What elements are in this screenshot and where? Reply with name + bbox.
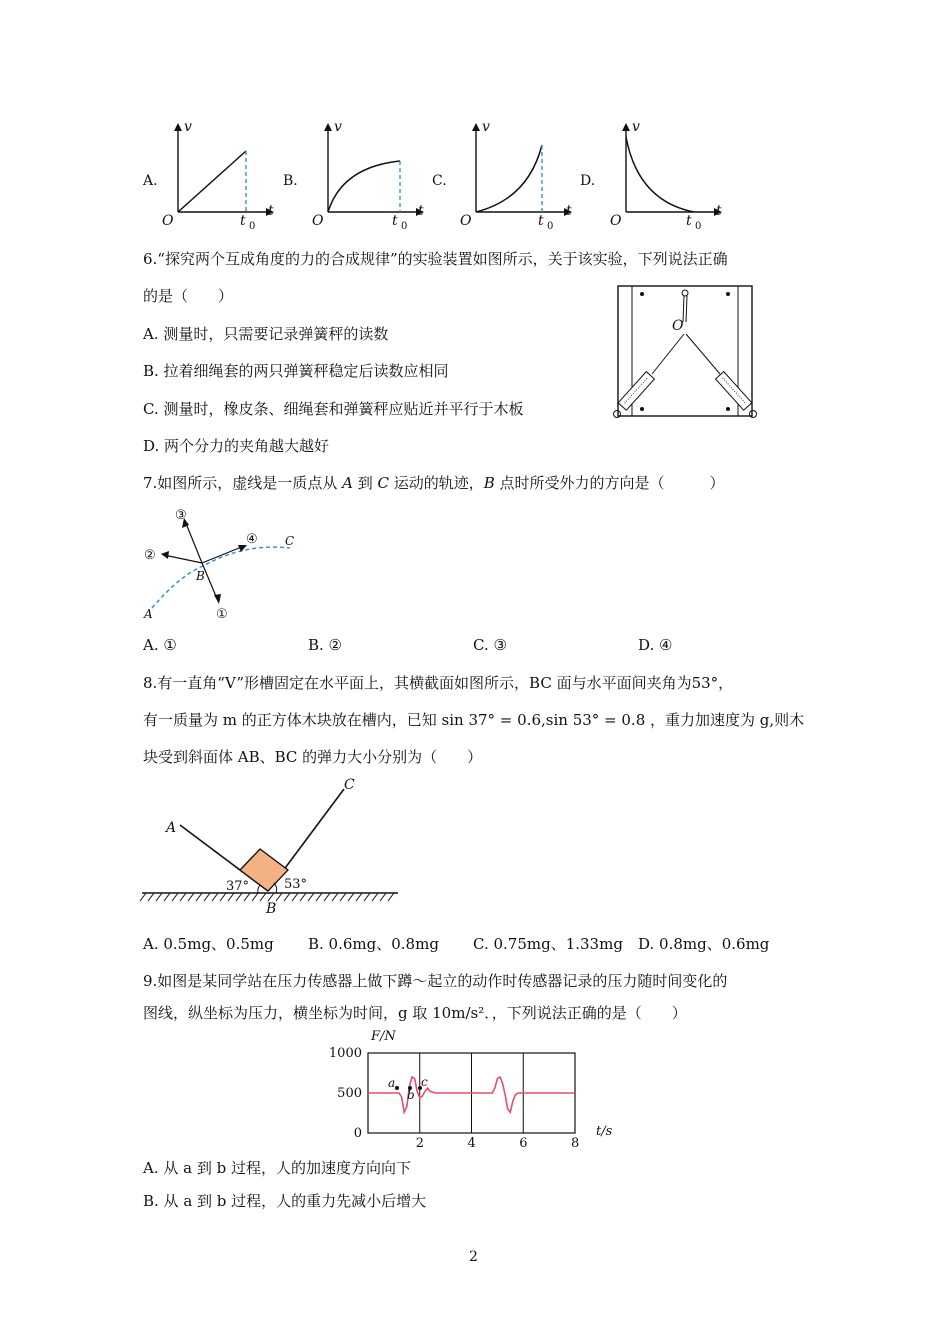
axis-t-label: t [566,203,572,219]
chart-y-tick-label: 0 [353,1126,362,1141]
q5-option-d-label: D. [580,173,596,189]
q7-option-d: D. ④ [638,636,673,654]
q7-point-a: A [342,474,353,492]
angle-37-label: 37° [226,879,250,894]
origin-label: O [162,213,174,229]
q9-option-a: A. 从 a 到 b 过程，人的加速度方向向下 [143,1159,411,1177]
page-number: 2 [469,1249,478,1265]
q6-option-c: C. 测量时，橡皮条、细绳套和弹簧秤应贴近并平行于木板 [143,400,524,418]
q7-point-b: B [483,474,495,492]
point-c-label: C [344,777,355,793]
chart-annotation-c: c [421,1075,428,1089]
q6-stem-line1: 6.“探究两个互成角度的力的合成规律”的实验装置如图所示，关于该实验，下列说法正确 [143,250,728,268]
chart-point-a [395,1086,399,1090]
point-a-label: A [144,607,153,621]
q8-option-a: A. 0.5mg、0.5mg [143,935,274,953]
axis-t-label: t [418,203,424,219]
q9-stem-line1: 9.如图是某同学站在压力传感器上做下蹲～起立的动作时传感器记录的压力随时间变化的 [143,972,728,990]
q6-option-a: A. 测量时，只需要记录弹簧秤的读数 [143,325,389,343]
q8-option-d: D. 0.8mg、0.6mg [638,935,770,953]
q5-option-b-label: B. [283,173,298,189]
q7-option-a: A. ① [143,636,177,654]
q6-option-b: B. 拉着细绳套的两只弹簧秤稳定后读数应相同 [143,362,449,380]
chart-x-tick-label: 4 [467,1136,476,1151]
chart-x-tick-label: 2 [415,1136,425,1151]
origin-label: O [460,213,472,229]
chart-x-tick-label: 8 [571,1136,580,1151]
angle-53-label: 53° [284,877,308,892]
chart-x-axis-label: t/s [596,1124,613,1139]
q7-option-b: B. ② [308,636,343,654]
chart-y-tick-label: 500 [337,1086,362,1101]
chart-y-axis-label: F/N [371,1029,396,1044]
chart-annotation-b: b [407,1088,415,1102]
q5-option-c-label: C. [432,173,447,189]
point-b-label: B [196,569,205,583]
q5-graph-c [458,115,578,235]
q8-option-b: B. 0.6mg、0.8mg [308,935,439,953]
axis-v-label: v [334,119,342,135]
axis-v-label: v [482,119,490,135]
q6-option-d: D. 两个分力的夹角越大越好 [143,437,330,455]
q9-force-time-chart [328,1025,630,1151]
q6-apparatus-figure [612,284,762,424]
q7-stem-d: 点时所受外力的方向是（ ） [494,474,725,492]
point-b-label: B [266,901,277,917]
axis-v-label: v [632,119,640,135]
q9-option-b: B. 从 a 到 b 过程，人的重力先减小后增大 [143,1192,427,1210]
q5-graph-b [310,115,430,235]
q7-stem-a: 7.如图所示，虚线是一质点从 [143,474,343,492]
t0-sub: 0 [547,221,554,232]
q7-stem-c: 运动的轨迹， [388,474,484,492]
t0-label: t [538,213,544,229]
t0-label: t [240,213,246,229]
point-o-label: O [672,318,684,334]
t0-label: t [686,213,692,229]
q7-stem [143,473,725,493]
axis-v-label: v [184,119,192,135]
point-a-label: A [166,820,177,836]
t0-label: t [392,213,398,229]
q8-stem-line2: 有一质量为 m 的正方体木块放在槽内，已知 sin 37° = 0.6,sin 53° = 0.8 ，重力加速度为 g,则木 [143,711,805,729]
arrow-2-label: ② [144,548,156,563]
q6-stem-line2: 的是（ ） [143,287,234,305]
origin-label: O [610,213,622,229]
chart-x-tick-label: 6 [519,1136,528,1151]
q5-graph-a [160,115,280,235]
q7-trajectory-figure [140,503,320,623]
chart-y-tick-label: 1000 [328,1046,362,1061]
arrow-1-label: ① [216,607,228,622]
t0-sub: 0 [401,221,408,232]
q9-stem-line2: 图线，纵坐标为压力，横坐标为时间，g 取 10m/s²．，下列说法正确的是（ ） [143,1004,687,1022]
q7-option-c: C. ③ [473,636,507,654]
q8-stem-line1: 8.有一直角“V”形槽固定在水平面上，其横截面如图所示，BC 面与水平面间夹角为53°， [143,674,734,692]
axis-t-label: t [268,203,274,219]
q5-graph-d [608,115,728,235]
t0-sub: 0 [249,221,256,232]
q7-point-c: C [377,474,389,492]
axis-t-label: t [716,203,722,219]
q8-option-c: C. 0.75mg、1.33mg [473,935,623,953]
origin-label: O [312,213,324,229]
q7-stem-b: 到 [352,474,378,492]
arrow-4-label: ④ [246,532,258,547]
q8-stem-line3: 块受到斜面体 AB、BC 的弹力大小分别为（ ） [143,748,483,766]
chart-annotation-a: a [388,1076,396,1090]
q5-option-a-label: A. [143,173,158,189]
chart-ticks [329,1046,579,1151]
point-c-label: C [285,534,295,548]
arrow-3-label: ③ [175,508,187,523]
q8-v-groove-figure [140,775,410,920]
t0-sub: 0 [695,221,702,232]
